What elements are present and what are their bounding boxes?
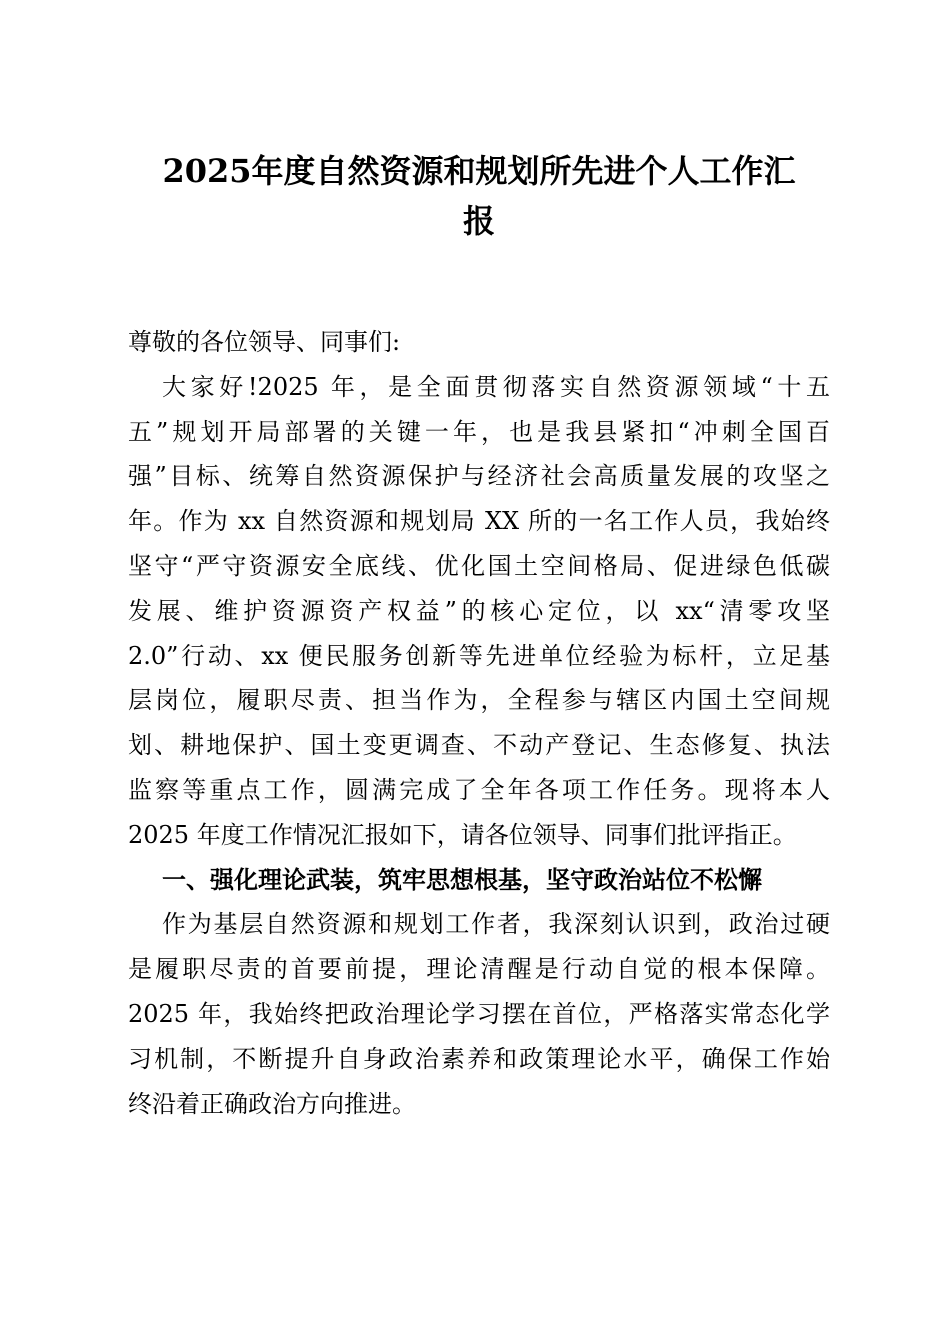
text-line: 是履职尽责的首要前提，理论清醒是行动自觉的根本保障。 bbox=[128, 955, 830, 984]
text-line: 终沿着正确政治方向推进。 bbox=[128, 1089, 416, 1118]
paragraph-intro bbox=[128, 365, 830, 858]
salutation: 尊敬的各位领导、同事们: bbox=[128, 328, 401, 356]
text-line: 习机制，不断提升自身政治素养和政策理论水平，确保工作始 bbox=[128, 1044, 830, 1073]
text-line: 2025 年，我始终把政治理论学习摆在首位，严格落实常态化学 bbox=[128, 999, 830, 1028]
text-line: 强”目标、统筹自然资源保护与经济社会高质量发展的攻坚之 bbox=[128, 462, 830, 491]
text-line: 年。作为 xx 自然资源和规划局 XX 所的一名工作人员，我始终 bbox=[128, 507, 830, 536]
text-line: 2.0”行动、xx 便民服务创新等先进单位经验为标杆，立足基 bbox=[128, 641, 830, 670]
document-body bbox=[128, 320, 830, 1126]
text-line: 五”规划开局部署的关键一年，也是我县紧扣“冲刺全国百 bbox=[128, 417, 830, 446]
text-line: 大家好!2025 年，是全面贯彻落实自然资源领域“十五 bbox=[162, 372, 830, 401]
section-heading: 一、强化理论武装，筑牢思想根基，坚守政治站位不松懈 bbox=[162, 864, 762, 894]
text-line: 作为基层自然资源和规划工作者，我深刻认识到，政治过硬 bbox=[162, 910, 830, 939]
document-title bbox=[128, 146, 830, 246]
text-line: 监察等重点工作，圆满完成了全年各项工作任务。现将本人 bbox=[128, 775, 830, 804]
text-line: 发展、维护资源资产权益”的核心定位，以 xx“清零攻坚 bbox=[128, 596, 830, 625]
title-line: 2025年度自然资源和规划所先进个人工作汇 bbox=[162, 152, 796, 190]
paragraph-section1 bbox=[128, 902, 830, 1126]
text-line: 2025 年度工作情况汇报如下，请各位领导、同事们批评指正。 bbox=[128, 820, 797, 849]
text-line: 坚守“严守资源安全底线、优化国土空间格局、促进绿色低碳 bbox=[128, 551, 830, 580]
title-line: 报 bbox=[462, 202, 495, 240]
text-line: 层岗位，履职尽责、担当作为，全程参与辖区内国土空间规 bbox=[128, 686, 830, 715]
text-line: 划、耕地保护、国土变更调查、不动产登记、生态修复、执法 bbox=[128, 731, 830, 760]
